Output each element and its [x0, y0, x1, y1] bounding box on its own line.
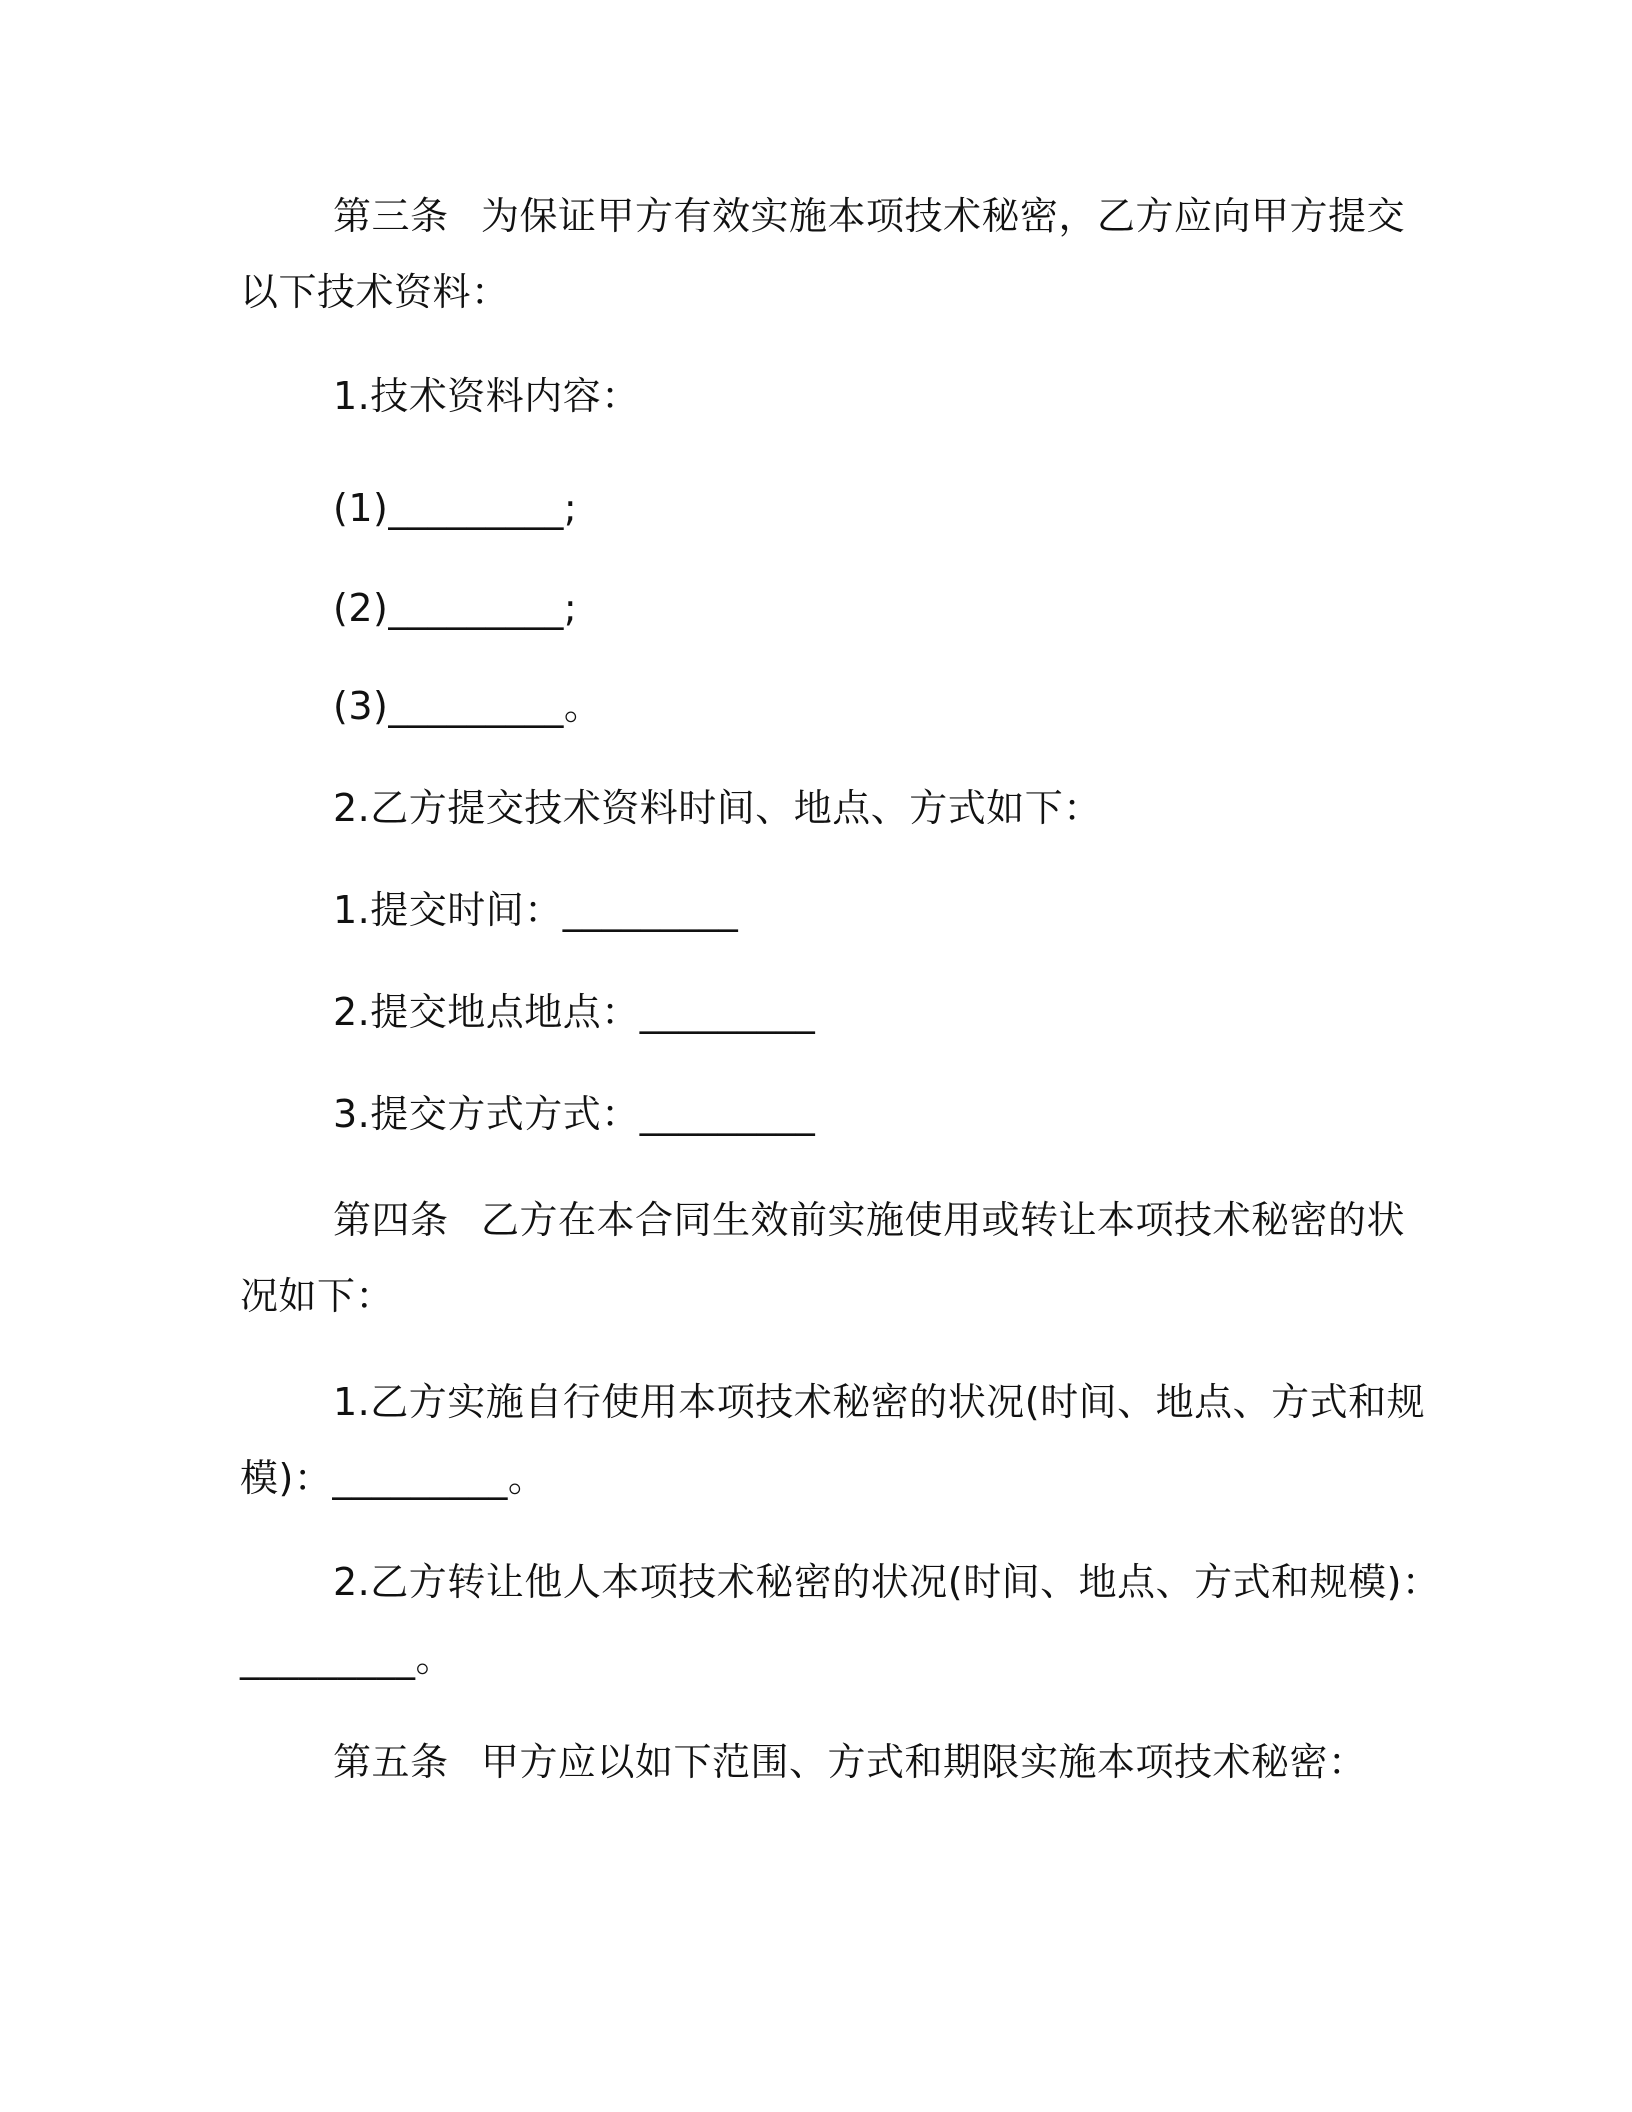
submission-method: 3.提交方式方式：_________	[333, 1092, 816, 1136]
article5-text-line1: 甲方应以如下范围、方式和期限实施本项技术秘密：	[481, 1740, 1367, 1784]
article4-item1-line1: 1.乙方实施自行使用本项技术秘密的状况(时间、地点、方式和规	[333, 1380, 1426, 1424]
submission-place: 2.提交地点地点：_________	[333, 990, 816, 1034]
submission-time: 1.提交时间：_________	[333, 888, 739, 932]
article4-item2-line1: 2.乙方转让他人本项技术秘密的状况(时间、地点、方式和规模)：	[333, 1560, 1441, 1604]
item2-heading: 2.乙方提交技术资料时间、地点、方式如下：	[333, 786, 1102, 830]
sub-item-1: (1)_________;	[333, 486, 578, 530]
sub-item-3: (3)_________。	[333, 684, 603, 728]
article4-line1	[333, 1196, 1405, 1244]
article4-text-line1: 乙方在本合同生效前实施使用或转让本项技术秘密的状	[481, 1198, 1406, 1242]
article5-label: 第五条	[333, 1740, 449, 1784]
article4-item2-line2: _________。	[240, 1636, 455, 1680]
article4-label: 第四条	[333, 1198, 449, 1242]
article3-label: 第三条	[333, 194, 449, 238]
article4-line2: 况如下：	[240, 1274, 395, 1318]
article4-item1-line2: 模)：_________。	[240, 1456, 547, 1500]
article3-text-line1: 为保证甲方有效实施本项技术秘密，乙方应向甲方提交	[481, 194, 1406, 238]
item1-heading: 1.技术资料内容：	[333, 374, 640, 418]
article5-line1	[333, 1738, 1367, 1786]
article3-line1	[333, 192, 1405, 240]
article3-line2: 以下技术资料：	[240, 270, 510, 314]
sub-item-2: (2)_________;	[333, 586, 578, 630]
